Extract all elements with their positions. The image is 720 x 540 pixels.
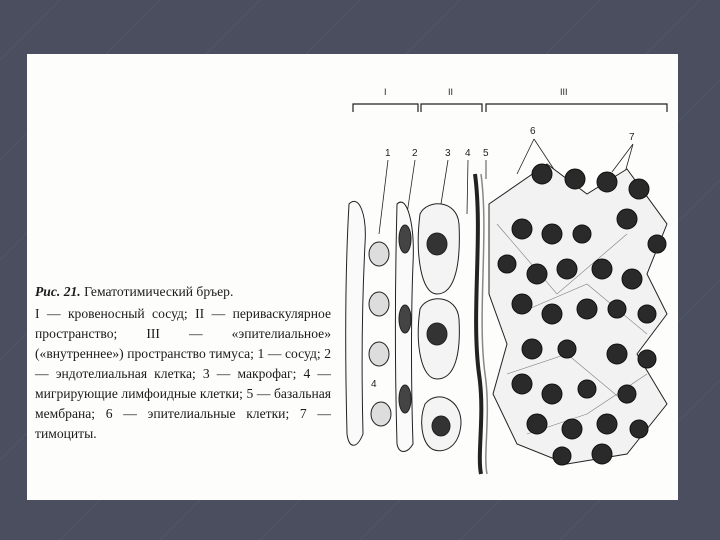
caption-title-line <box>35 282 331 302</box>
basement-membrane <box>475 174 481 474</box>
vessel-zone <box>346 201 414 451</box>
label-4-lower: 4 <box>371 379 377 390</box>
label-3: 3 <box>445 148 451 159</box>
label-5: 5 <box>483 148 489 159</box>
caption-body: I — кровеносный сосуд; II — периваскулярное пространство; III — «эпителиальное» («внутреннее») пространство тимуса; 1 — сосуд; 2 — эндотелиальная клетка; 3 — макрофаг; 4 — мигрирующие лимфоидные клетки; 5 — базальная мембрана; 6 — эпителиальные клетки; 7 — тимоциты. <box>35 306 331 441</box>
figure-card <box>27 54 678 500</box>
label-1: 1 <box>385 148 391 159</box>
label-6: 6 <box>530 126 536 137</box>
zone-label-2: II <box>448 87 454 97</box>
label-2: 2 <box>412 148 418 159</box>
caption-heading: Гематотимический бръер. <box>84 284 234 299</box>
label-7: 7 <box>629 132 635 143</box>
caption-label: Рис. 21. <box>35 284 81 299</box>
label-4: 4 <box>465 148 471 159</box>
epithelial-zone <box>489 164 667 465</box>
zone-label-3: III <box>560 87 568 97</box>
zone-brackets <box>353 104 667 112</box>
figure-caption <box>35 282 331 444</box>
perivascular-zone <box>418 204 461 451</box>
zone-label-1: I <box>384 87 387 97</box>
